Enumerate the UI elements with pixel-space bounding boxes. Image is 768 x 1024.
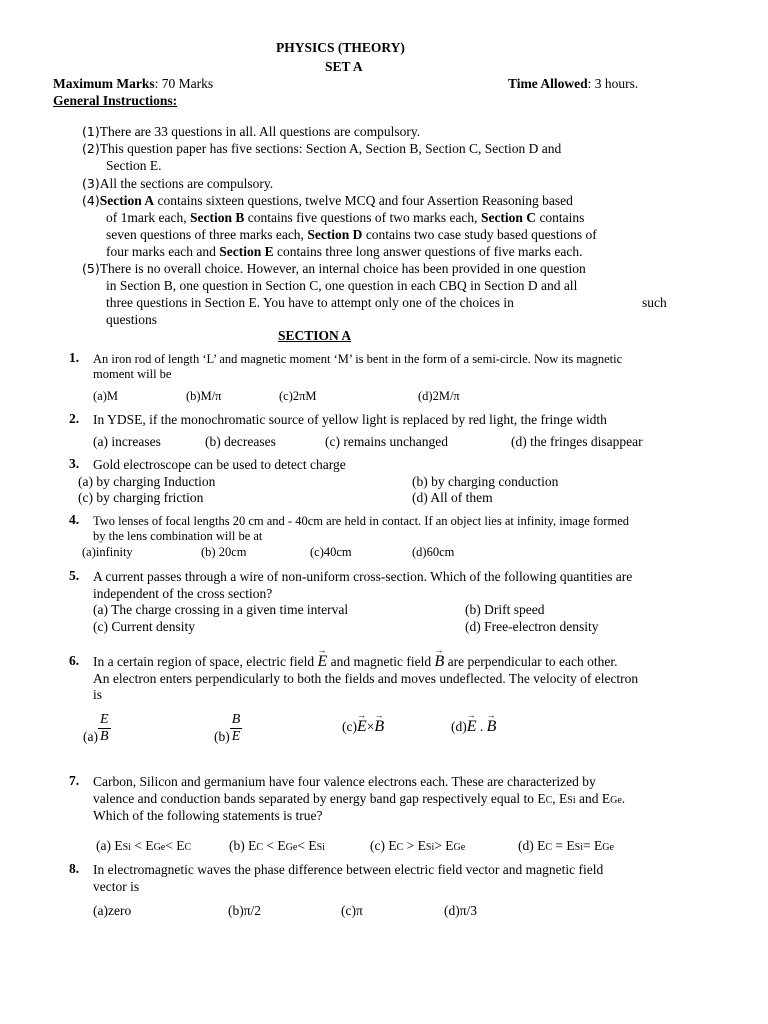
- numerator: E: [99, 712, 109, 727]
- option-text: > E: [403, 838, 426, 853]
- magnetic-field-vector: → B: [374, 718, 384, 735]
- instruction-text: There is no overall choice. However, an internal choice has been provided in one question: [99, 261, 586, 276]
- subscript: Si: [574, 842, 584, 853]
- option-text: = E: [552, 838, 575, 853]
- instruction-number: (5): [82, 261, 100, 276]
- subscript: C: [545, 842, 553, 853]
- instruction-text: All the sections are compulsory.: [99, 176, 274, 191]
- subscript: Ge: [153, 842, 166, 853]
- option-d: (d)2M/π: [418, 389, 460, 403]
- question-number: 7.: [69, 773, 80, 788]
- section-ref: Section C: [480, 210, 537, 225]
- instruction-5: [82, 260, 586, 277]
- option-text: > E: [434, 838, 454, 853]
- instruction-3: [82, 175, 273, 192]
- option-c: (c) Current density: [93, 619, 195, 634]
- option-c: [370, 837, 465, 856]
- option-a: (a)infinity: [82, 545, 133, 559]
- instruction-5-line2: in Section B, one question in Section C, one question in each CBQ in Section D and all: [106, 278, 578, 293]
- instruction-4-line2: [106, 209, 584, 226]
- option-a: (a) increases: [93, 434, 161, 449]
- subscript: C: [545, 795, 553, 806]
- max-marks-value: : 70 Marks: [154, 76, 214, 91]
- option-d: (d)π/3: [444, 903, 478, 918]
- magnetic-field-vector: → B: [487, 718, 497, 735]
- instruction-number: (2): [82, 141, 100, 156]
- instruction-5-line3-end: such: [642, 295, 667, 310]
- option-label: (d): [451, 719, 467, 734]
- question-text: , E: [552, 791, 568, 806]
- b-over-e-fraction: [230, 712, 243, 745]
- instruction-5-line3: three questions in Section E. You have to attempt only one of the choices in: [106, 295, 514, 310]
- section-ref: Section B: [189, 210, 245, 225]
- option-a: [83, 702, 111, 745]
- option-c: (c)40cm: [310, 545, 352, 559]
- subscript: Ge: [602, 842, 614, 853]
- subscript: Si: [425, 842, 435, 853]
- question-7-text-end: Which of the following statements is true?: [93, 808, 323, 823]
- max-marks-label: Maximum Marks: [53, 76, 155, 91]
- question-7-text: Carbon, Silicon and germanium have four valence electrons each. These are characterized by: [93, 774, 596, 789]
- instruction-text: This question paper has five sections: Section A, Section B, Section C, Section D and: [99, 141, 562, 156]
- option-c: [342, 718, 384, 735]
- option-b: (b) decreases: [205, 434, 276, 449]
- question-number: 2.: [69, 411, 80, 426]
- instruction-text: contains sixteen questions, twelve MCQ and four Assertion Reasoning based: [154, 193, 573, 208]
- question-8-text-cont: vector is: [93, 879, 140, 894]
- denominator: B: [99, 729, 109, 744]
- question-number: 1.: [69, 350, 80, 365]
- denominator: E: [231, 729, 241, 744]
- instruction-number: (4): [82, 193, 100, 208]
- time-label: Time Allowed: [508, 76, 588, 91]
- numerator: B: [231, 712, 241, 727]
- option-d: (d)60cm: [412, 545, 455, 559]
- subscript: Ge: [453, 842, 466, 853]
- question-5-text: A current passes through a wire of non-uniform cross-section. Which of the following quantities are: [93, 569, 633, 584]
- subscript: C: [256, 842, 264, 853]
- e-over-b-fraction: [98, 712, 111, 745]
- question-number: 3.: [69, 456, 80, 471]
- question-6-text-cont: An electron enters perpendicularly to both the fields and moves undeflected. The velocity of electron: [93, 671, 639, 686]
- option-text: (d) E: [518, 838, 546, 853]
- option-d: (d) the fringes disappear: [511, 434, 643, 449]
- option-text: < E: [297, 838, 317, 853]
- question-3-text: Gold electroscope can be used to detect charge: [93, 457, 346, 472]
- option-text: < E: [130, 838, 154, 853]
- option-b: (b) by charging conduction: [412, 474, 559, 489]
- question-number: 8.: [69, 861, 80, 876]
- question-text: .: [621, 791, 626, 806]
- cross-product: ×: [366, 719, 375, 734]
- instruction-4-line4: [106, 243, 583, 260]
- option-d: (d) Free-electron density: [465, 619, 599, 634]
- question-4-text-cont: by the lens combination will be at: [93, 529, 263, 543]
- question-text: and E: [575, 791, 611, 806]
- option-a: (a)M: [93, 389, 118, 403]
- instruction-text: contains five questions of two marks each,: [244, 210, 481, 225]
- instruction-2: [82, 140, 561, 157]
- option-b: [214, 702, 242, 745]
- instruction-number: (3): [82, 176, 100, 191]
- option-b: (b) Drift speed: [465, 602, 545, 617]
- question-6-text: [93, 653, 617, 670]
- option-text: (b) E: [229, 838, 257, 853]
- question-2-text: In YDSE, if the monochromatic source of yellow light is replaced by red light, the fringe width: [93, 412, 607, 427]
- section-ref: Section A: [99, 193, 155, 208]
- question-1-text: An iron rod of length ‘L’ and magnetic moment ‘M’ is bent in the form of a semi-circle. Now its magnetic: [93, 352, 623, 366]
- electric-field-vector: → E: [318, 653, 328, 670]
- subscript: Si: [316, 842, 325, 853]
- option-a: (a) The charge crossing in a given time interval: [93, 602, 349, 617]
- instruction-1: [82, 123, 420, 140]
- option-c: (c)2πM: [279, 389, 317, 403]
- option-c: (c) by charging friction: [78, 490, 204, 505]
- subscript: C: [184, 842, 192, 853]
- option-b: (b)π/2: [228, 903, 262, 918]
- dot-product: .: [479, 719, 484, 734]
- question-number: 4.: [69, 512, 80, 527]
- option-text: (c) E: [370, 838, 397, 853]
- subscript: Ge: [610, 795, 622, 806]
- subscript: Si: [122, 842, 131, 853]
- instruction-text: contains two case study based questions of: [362, 227, 597, 242]
- option-b: (b) 20cm: [201, 545, 247, 559]
- question-4-text: Two lenses of focal lengths 20 cm and - 40cm are held in contact. If an object lies at infinity, image formed: [93, 514, 629, 528]
- question-number: 6.: [69, 653, 80, 668]
- instructions-heading: General Instructions:: [53, 93, 178, 108]
- electric-field-vector: → E: [357, 718, 367, 735]
- instruction-text: contains: [536, 210, 585, 225]
- option-d: (d) All of them: [412, 490, 493, 505]
- instruction-text: There are 33 questions in all. All questions are compulsory.: [99, 124, 421, 139]
- option-label: (b): [214, 729, 230, 744]
- question-text: In a certain region of space, electric field: [93, 654, 318, 669]
- instruction-2-cont: Section E.: [106, 158, 162, 173]
- option-b: [229, 837, 325, 856]
- option-d: [518, 837, 614, 856]
- magnetic-field-vector: → B: [435, 653, 445, 670]
- subscript: C: [396, 842, 404, 853]
- subscript: Ge: [285, 842, 298, 853]
- question-8-text: In electromagnetic waves the phase difference between electric field vector and magnetic field: [93, 862, 604, 877]
- option-d: [451, 718, 496, 735]
- option-label: (c): [342, 719, 357, 734]
- instruction-text: of 1mark each,: [106, 210, 190, 225]
- option-a: (a)zero: [93, 903, 132, 918]
- question-text: are perpendicular to each other.: [444, 654, 618, 669]
- question-number: 5.: [69, 568, 80, 583]
- option-a: (a) by charging Induction: [78, 474, 216, 489]
- subscript: Si: [567, 795, 576, 806]
- electric-field-vector: → E: [467, 718, 477, 735]
- section-ref: Section D: [307, 227, 363, 242]
- time-allowed: [508, 75, 638, 92]
- exam-set: SET A: [325, 59, 363, 74]
- section-a-heading: SECTION A: [278, 328, 352, 343]
- option-b: (b)M/π: [186, 389, 222, 403]
- option-text: = E: [583, 838, 603, 853]
- option-a: [96, 837, 191, 856]
- exam-title: PHYSICS (THEORY): [276, 40, 405, 55]
- instruction-5-line4: questions: [106, 312, 158, 327]
- instruction-text: contains three long answer questions of five marks each.: [273, 244, 583, 259]
- question-6-text-end: is: [93, 687, 103, 702]
- question-5-text-cont: independent of the cross section?: [93, 586, 273, 601]
- section-ref: Section E: [219, 244, 274, 259]
- instruction-text: seven questions of three marks each,: [106, 227, 308, 242]
- instruction-text: four marks each and: [106, 244, 220, 259]
- question-text: valence and conduction bands separated by energy band gap respectively equal to E: [93, 791, 546, 806]
- time-value: : 3 hours.: [587, 76, 639, 91]
- instruction-number: (1): [82, 124, 100, 139]
- instruction-4: [82, 192, 573, 209]
- option-c: (c) remains unchanged: [325, 434, 448, 449]
- option-c: (c)π: [341, 903, 363, 918]
- option-text: < E: [165, 838, 185, 853]
- question-1-text-cont: moment will be: [93, 367, 172, 381]
- option-label: (a): [83, 729, 98, 744]
- question-text: and magnetic field: [327, 654, 435, 669]
- maximum-marks: [53, 75, 213, 92]
- option-text: (a) E: [96, 838, 123, 853]
- option-text: < E: [263, 838, 286, 853]
- instruction-4-line3: [106, 226, 597, 243]
